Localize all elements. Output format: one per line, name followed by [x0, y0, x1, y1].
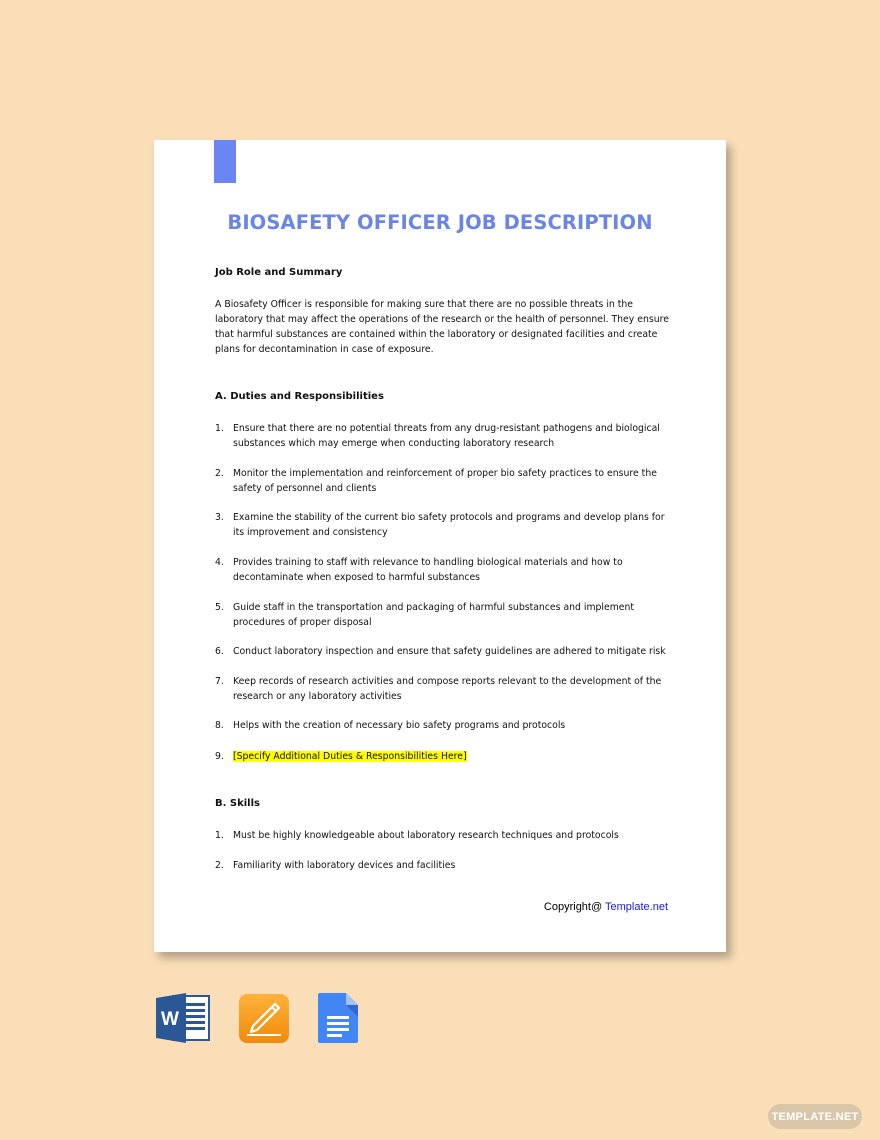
duty-item: [215, 674, 670, 704]
list-number: 3.: [215, 512, 224, 523]
pages-icon[interactable]: [238, 993, 290, 1044]
google-docs-icon[interactable]: [317, 992, 359, 1044]
document-page: [154, 140, 726, 952]
list-number: 9.: [215, 751, 224, 762]
duty-item: [215, 600, 670, 630]
duty-item: [215, 421, 670, 451]
list-text: Provides training to staff with relevance to handling biological materials and how to decontaminate when exposed to harmful substances: [233, 557, 623, 583]
document-title: BIOSAFETY OFFICER JOB DESCRIPTION: [227, 211, 653, 234]
list-number: 2.: [215, 860, 224, 871]
summary-heading: Job Role and Summary: [215, 267, 343, 278]
duty-item: [215, 466, 670, 496]
summary-paragraph: A Biosafety Officer is responsible for making sure that there are no possible threats in the laboratory that may affect the operations of the research or the health of personnel. They ensure that harmful substances are contained within the laboratory or designated facilities and create plans for decontamination in case of exposure.: [215, 299, 669, 355]
list-text: Must be highly knowledgeable about laboratory research techniques and protocols: [233, 830, 619, 841]
skills-heading: B. Skills: [215, 798, 260, 809]
list-number: 8.: [215, 720, 224, 731]
duty-item: [215, 555, 670, 585]
list-text: Conduct laboratory inspection and ensure that safety guidelines are adhered to mitigate risk: [233, 646, 666, 657]
list-text: Keep records of research activities and compose reports relevant to the development of the research or any laboratory activities: [233, 676, 662, 702]
list-number: 1.: [215, 830, 224, 841]
duty-item: [215, 749, 670, 764]
list-text: Ensure that there are no potential threats from any drug-resistant pathogens and biological substances which may emerge when conducting laboratory research: [233, 423, 660, 449]
word-letter: W: [161, 1009, 179, 1030]
duty-item: [215, 644, 670, 659]
duty-item: [215, 510, 670, 540]
list-number: 2.: [215, 468, 224, 479]
word-icon[interactable]: [155, 993, 211, 1043]
list-number: 4.: [215, 557, 224, 568]
list-text: Examine the stability of the current bio safety protocols and programs and develop plans for its improvement and consistency: [233, 512, 665, 538]
list-number: 1.: [215, 423, 224, 434]
list-text: Guide staff in the transportation and packaging of harmful substances and implement procedures of proper disposal: [233, 602, 635, 628]
template-net-watermark: TEMPLATE.NET: [768, 1104, 862, 1129]
list-text: Familiarity with laboratory devices and facilities: [233, 860, 456, 871]
list-number: 5.: [215, 602, 224, 613]
list-text: Monitor the implementation and reinforcement of proper bio safety practices to ensure the safety of personnel and clients: [233, 468, 657, 494]
skill-item: [215, 828, 670, 843]
duties-heading: A. Duties and Responsibilities: [215, 391, 384, 402]
duty-item: [215, 718, 670, 733]
accent-bar: [214, 140, 236, 183]
list-number: 6.: [215, 646, 224, 657]
placeholder-highlight: [Specify Additional Duties & Responsibilities Here]: [233, 751, 467, 762]
copyright-notice: [544, 901, 668, 913]
template-link[interactable]: Template.net: [605, 901, 668, 913]
copyright-prefix: Copyright@: [543, 901, 606, 913]
list-number: 7.: [215, 676, 224, 687]
list-text: Helps with the creation of necessary bio safety programs and protocols: [233, 720, 566, 731]
skill-item: [215, 858, 670, 873]
